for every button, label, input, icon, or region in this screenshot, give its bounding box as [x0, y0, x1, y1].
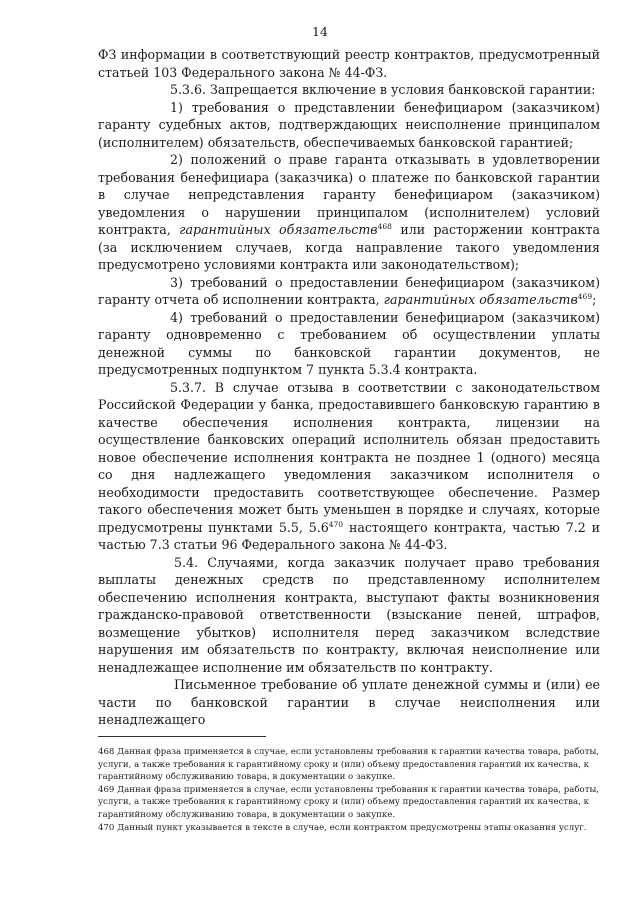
footnote-separator — [98, 736, 266, 737]
paragraph-continuation: ФЗ информации в соответствующий реестр контрактов, предусмотренный статьей 103 Федерального закона № 44-ФЗ. — [98, 47, 600, 80]
footnote-469: 469 Данная фраза применяется в случае, если установлены требования к гарантии качества товара, работы, услуги, а также требования к гарантийному сроку и (или) объему предоставления гарантий их качества, к гарантийному обслуживанию товара, в документации о закупке. — [98, 784, 600, 820]
italic-phrase: гарантийных обязательств — [179, 222, 378, 237]
list-item-1: 1) требования о представлении бенефициаром (заказчиком) гаранту судебных актов, подтверждающих неисполнение принципалом (исполнителем) обязательств, обеспечиваемых банковской гарантией; — [98, 99, 600, 150]
italic-phrase: гарантийных обязательств — [383, 292, 578, 307]
footnotes — [98, 746, 602, 834]
list-item-2: 2) положений о праве гаранта отказывать в удовлетворении требования бенефициара (заказчика) о платеже по банковской гарантии в случае непредставления гаранту бенефициаром (заказчиком) уведомления о нарушении принципалом (исполнителем) условий контракта, гарантийных обязательств$^{468}$ или расторжении контракта (за исключением случаев, когда направление такого уведомления предусмотрено условиями контракта или законодательством); — [98, 152, 601, 272]
footnote-468: 468 Данная фраза применяется в случае, если установлены требования к гарантии качества товара, работы, услуги, а также требования к гарантийному сроку и (или) объему предоставления гарантий их качества, к гарантийному обслуживанию товара, в документации о закупке. — [98, 747, 600, 783]
footnote-470: 470 Данный пункт указывается в тексте в случае, если контрактом предусмотрены этапы оказания услуг. — [98, 822, 587, 833]
footnote-ref-468: 468 — [377, 222, 392, 231]
paragraph-5-3-6: 5.3.6. Запрещается включение в условия банковской гарантии: — [170, 82, 596, 97]
list-item-4: 4) требований о предоставлении бенефициаром (заказчиком) гаранту одновременно с требованием об осуществлении уплаты денежной суммы по банковской гарантии документов, не предусмотренных подпунктом 7 пункта 5.3.4 контракта. — [98, 309, 600, 377]
paragraph-written-demand: Письменное требование об уплате денежной суммы и (или) ее части по банковской гарантии в случае неисполнения или ненадлежащего — [98, 677, 600, 727]
list-item-3: 3) требований о предоставлении бенефициаром (заказчиком) гаранту отчета об исполнении контракта, гарантийных обязательств$^{469}$; — [98, 274, 600, 307]
paragraph-5-3-7: 5.3.7. В случае отзыва в соответствии с законодательством Российской Федерации у банка, предоставившего банковскую гарантию в качестве обеспечения исполнения контракта, лицензии на осуществление банковских операций исполнитель обязан предоставить новое обеспечение исполнения контракта не позднее 1 (одного) месяца со дня надлежащего уведомления заказчиком исполнителя о необходимости предоставить соответствующее обеспечение. Размер такого обеспечения может быть уменьшен в порядке и случаях, которые предусмотрены пунктами 5.5, $5.6^{470}$ настоящего контракта, частью 7.2 и частью 7.3 статьи 96 Федерального закона № 44-ФЗ. — [98, 379, 600, 552]
document-body — [98, 46, 600, 729]
paragraph-5-4: 5.4. Случаями, когда заказчик получает право требования выплаты денежных средств по представленному исполнителем обеспечению исполнения контракта, выступают факты возникновения гражданско-правовой ответственности (взыскание пеней, штрафов, возмещение убытков) исполнителя перед заказчиком вследствие нарушения им обязательств по контракту, включая неисполнение или ненадлежащее исполнение им обязательств по контракту. — [98, 554, 600, 675]
footnote-ref-470: 470 — [328, 519, 344, 529]
footnote-ref-469: 469 — [577, 292, 593, 301]
page-number: 14 — [312, 24, 328, 39]
